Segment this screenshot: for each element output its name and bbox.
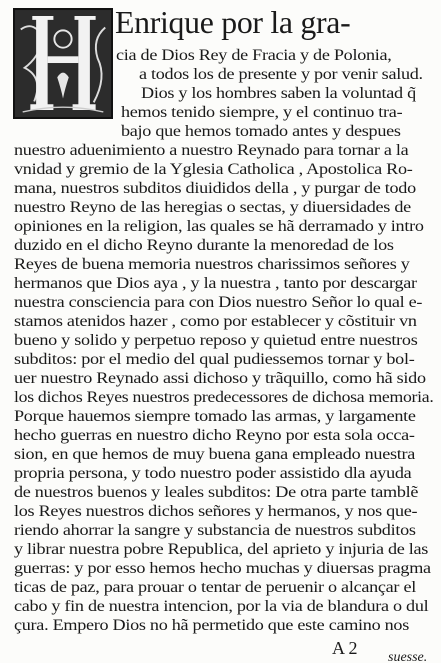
text-line: vnidad y gremio de la Yglesia Catholica , Apostolica Ro- bbox=[14, 160, 413, 178]
text-line: Reyes de buena memoria nuestros charissimos señores y bbox=[14, 255, 410, 273]
text-line: Porque hauemos siempre tomado las armas, y largamente bbox=[14, 407, 416, 425]
text-line: uer nuestro Reynado assi dichoso y trãquillo, como hã sido bbox=[14, 369, 426, 387]
text-line: mana, nuestros subditos diuididos della , y purgar de todo bbox=[14, 179, 416, 197]
text-line: hemos tenido siempre, y el continuo tra- bbox=[121, 103, 403, 121]
text-line: los Reyes nuestros dichos señores y hermanos, y nos que- bbox=[14, 502, 418, 520]
text-line: stamos atenidos hazer , como por establecer y cõstituir vn bbox=[14, 312, 417, 330]
text-line: subditos: por el medio del qual pudiessemos tornar y bol- bbox=[14, 350, 415, 368]
text-line: nuestra consciencia para con Dios nuestro Señor lo qual e- bbox=[14, 293, 423, 311]
text-line: hermanos que Dios aya , y la nuestra , tanto por descargar bbox=[14, 274, 417, 292]
signature-mark: A 2 bbox=[332, 638, 358, 658]
text-line: Dios y los hombres saben la voluntad q̃ bbox=[141, 84, 416, 102]
text-line: y librar nuestra pobre Republica, del aprieto y injuria de las bbox=[14, 540, 429, 558]
catchword: suesse. bbox=[388, 650, 428, 665]
text-line: çura. Empero Dios no hã permetido que este camino nos bbox=[14, 616, 409, 634]
text-line: de nuestros buenos y leales subditos: De otra parte tamblẽ bbox=[14, 483, 419, 501]
text-line: opiniones en la religion, las quales se hã derramado y intro bbox=[14, 217, 424, 235]
text-line: los dichos Reyes nuestros predecessores de dichosa memoria. bbox=[14, 388, 434, 406]
text-line: cia de Dios Rey de Fracia y de Polonia, bbox=[116, 46, 392, 64]
opening-line: Enrique por la gra- bbox=[115, 4, 351, 40]
text-line: guerras: y por esso hemos hecho muchas y diuersas pragma bbox=[14, 559, 431, 577]
text-line: bajo que hemos tomado antes y despues bbox=[121, 122, 401, 140]
text-line: nuestro Reyno de las heregias o sectas, y diuersidades de bbox=[14, 198, 411, 216]
text-line: a todos los de presente y por venir salud. bbox=[139, 65, 423, 83]
text-line: riendo ahorrar la sangre y substancia de nuestros subditos bbox=[14, 521, 416, 539]
decorated-initial-h-woodcut bbox=[13, 8, 113, 119]
ornament-icon bbox=[15, 10, 111, 117]
text-line: ticas de paz, para prouar o tentar de peruenir o alcançar el bbox=[14, 578, 416, 596]
text-line: hecho guerras en nuestro dicho Reyno por esta sola occa- bbox=[14, 426, 415, 444]
text-line: nuestro aduenimiento a nuestro Reynado para tornar a la bbox=[14, 141, 409, 159]
text-line: propria persona, y todo nuestro poder assistido dla ayuda bbox=[14, 464, 412, 482]
text-line: cabo y fin de nuestra intencion, por la via de blandura o dul bbox=[14, 597, 429, 615]
text-line: duzido en el dicho Reyno durante la menoredad de los bbox=[14, 236, 394, 254]
text-line: bueno y solido y perpetuo reposo y quietud entre nuestros bbox=[14, 331, 418, 349]
text-line: sion, en que hemos de muy buena gana empleado nuestra bbox=[14, 445, 416, 463]
